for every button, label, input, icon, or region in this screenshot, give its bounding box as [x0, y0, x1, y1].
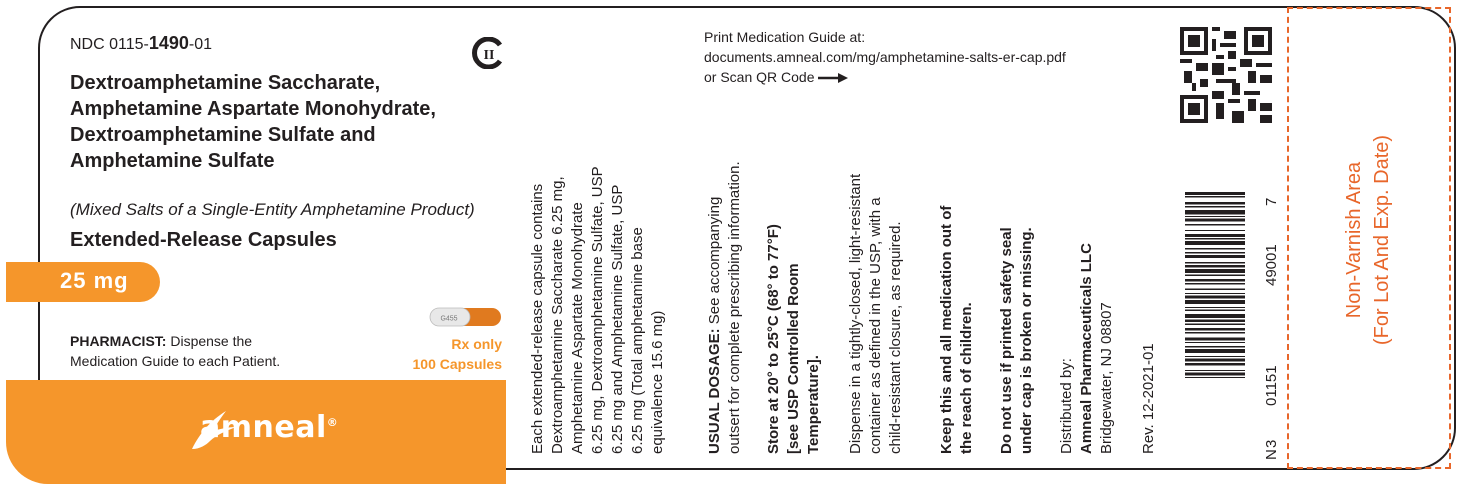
barcode-bar — [1185, 349, 1245, 353]
barcode-bar — [1185, 356, 1245, 357]
dispense-text: Dispense in a tightly-closed, light-resistant container as defined in the USP, with a child-resistant closure, as required. — [847, 173, 904, 454]
distributor-text: Distributed by: Amneal Pharmaceuticals LLC Bridgewater, NJ 08807 — [1058, 243, 1115, 454]
amneal-logo: amneal® — [200, 410, 339, 445]
barcode-digits-2: 49001 — [1263, 244, 1280, 286]
barcode-bar — [1185, 192, 1245, 195]
svg-text:II: II — [483, 48, 495, 63]
barcode-bar — [1185, 307, 1245, 308]
drug-name: Dextroamphetamine Saccharate, Amphetamine Aspartate Monohydrate, Dextroamphetamine Sulfate and Amphetamine Sulfate — [70, 72, 436, 172]
revision-number: Rev. 12-2021-01 — [1140, 343, 1157, 454]
storage-text: Store at 20° to 25°C (68° to 77°F) [see USP Controlled Room Temperature]. — [765, 224, 822, 454]
barcode-bar — [1185, 255, 1245, 258]
qr-code-icon — [1180, 27, 1272, 123]
barcode-bar — [1185, 216, 1245, 217]
barcode-bar — [1185, 248, 1245, 249]
svg-text:G455: G455 — [440, 315, 458, 323]
barcode-digit-check: 7 — [1263, 197, 1280, 206]
barcode-bar — [1185, 289, 1245, 290]
strength-text: 25 mg — [60, 268, 129, 293]
schedule-ii-icon — [472, 37, 504, 69]
barcode-bar — [1185, 241, 1245, 245]
barcode-bar — [1185, 238, 1245, 239]
barcode-bar — [1185, 230, 1245, 231]
dosage-form: Extended-Release Capsules — [70, 229, 337, 251]
barcode-bar — [1185, 206, 1245, 207]
capsule-icon — [429, 307, 502, 327]
barcode-bar — [1185, 219, 1245, 222]
barcode-bar — [1185, 300, 1245, 304]
barcode-bar — [1185, 359, 1245, 362]
barcode-bar — [1185, 224, 1245, 225]
keep-away-warning: Keep this and all medication out of the reach of children. — [938, 205, 975, 454]
barcode-bar — [1185, 275, 1245, 276]
barcode-bar — [1185, 252, 1245, 253]
ndc-number: NDC 0115-1490-01 — [70, 33, 213, 53]
mixed-salts-note: (Mixed Salts of a Single-Entity Amphetamine Product) — [70, 200, 475, 219]
safety-seal-warning: Do not use if printed safety seal under cap is broken or missing. — [998, 227, 1035, 454]
barcode-bar — [1185, 363, 1245, 366]
pharmacist-note: PHARMACIST: Dispense the Medication Guide to each Patient. — [70, 333, 281, 369]
barcode-bar — [1185, 342, 1245, 343]
usual-dosage-text: USUAL DOSAGE: See accompanying outsert for complete prescribing information. — [706, 161, 743, 454]
barcode-bar — [1185, 314, 1245, 318]
barcode-bar — [1185, 324, 1245, 325]
non-varnish-label: Non-Varnish Area (For Lot And Exp. Date) — [1343, 134, 1393, 346]
barcode-bar — [1185, 293, 1245, 294]
barcode-bar — [1185, 338, 1245, 341]
barcode-bar — [1185, 234, 1245, 237]
rx-only: Rx only 100 Capsules — [412, 336, 502, 372]
barcode-bar — [1185, 265, 1245, 268]
composition-text: Each extended-release capsule contains Dextroamphetamine Saccharate 6.25 mg, Amphetamine Aspartate Monohydrate 6.25 mg, Dextroamphetamine Sulfate, USP 6.25 mg and Amphetamine Sulfate, USP 6.25 mg (Total amphetamine base equivalence 15.6 mg) — [529, 166, 666, 454]
barcode-bar — [1185, 262, 1245, 263]
barcode-bar — [1185, 196, 1245, 197]
barcode-bar — [1185, 283, 1245, 284]
barcode-digit-n: N — [1263, 449, 1280, 460]
barcode-bar — [1185, 377, 1245, 378]
barcode-bar — [1185, 269, 1245, 273]
medication-guide-info: Print Medication Guide at: documents.amneal.com/mg/amphetamine-salts-er-cap.pdf or Scan QR Code — [704, 29, 1066, 85]
barcode-digit-3: 3 — [1263, 439, 1280, 448]
barcode-bar — [1185, 279, 1245, 282]
barcode-bar — [1185, 332, 1245, 333]
barcode-icon — [1185, 190, 1245, 458]
barcode-bar — [1185, 310, 1245, 311]
barcode-bar — [1185, 346, 1245, 347]
barcode-digits-1: 01151 — [1263, 365, 1280, 406]
barcode-bar — [1185, 328, 1245, 331]
barcode-bar — [1185, 210, 1245, 214]
barcode-bar — [1185, 202, 1245, 205]
barcode-bar — [1185, 370, 1245, 371]
barcode-bar — [1185, 319, 1245, 322]
barcode-bar — [1185, 373, 1245, 376]
barcode-bar — [1185, 296, 1245, 299]
